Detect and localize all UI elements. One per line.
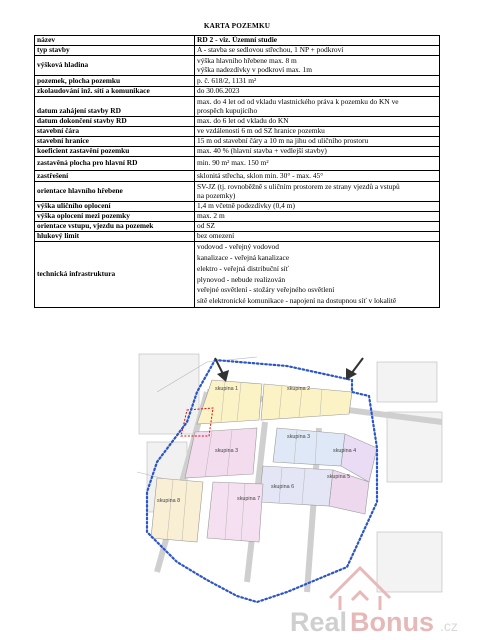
group-label: skupina 3 (215, 448, 239, 454)
table-row (35, 97, 440, 117)
row-key-entrance: orientace vstupu, vjezdu na pozemek (35, 222, 195, 232)
table-row (35, 157, 440, 171)
row-value-building-type: A - stavba se sedlovou střechou, 1 NP + podkroví (195, 46, 440, 56)
line: vodovod - veřejný vodovod (197, 242, 279, 252)
row-value-infrastructure (195, 242, 440, 308)
group-label: skupina 6 (271, 484, 295, 490)
row-value-ridge-orientation (195, 182, 440, 202)
table-row (35, 182, 440, 202)
group-label: skupina 4 (333, 448, 357, 454)
table-row (35, 56, 440, 76)
row-value-start-date (195, 97, 440, 117)
line: sítě elektronické komunikace - napojení na dostupnou síť v lokalitě (197, 296, 397, 306)
line: plynovod - nebude realizován (197, 274, 286, 284)
plot-card-table (34, 35, 440, 308)
row-key-roofing: zastřešení (35, 171, 195, 182)
table-row (35, 36, 440, 46)
row-value-built-area: min. 90 m² max. 150 m² (195, 157, 440, 171)
row-value-street-fence: 1,4 m včetně podezdívky (0,4 m) (195, 202, 440, 212)
table-row (35, 46, 440, 56)
group-label: skupina 7 (237, 496, 261, 502)
row-key-building-limit: stavební hranice (35, 137, 195, 147)
row-key-infrastructure: technická infrastruktura (35, 242, 195, 308)
table-row (35, 117, 440, 127)
row-key-built-area: zastavěná plocha pro hlavní RD (35, 157, 195, 171)
group-label: skupina 3 (287, 434, 311, 440)
line: kanalizace - veřejná kanalizace (197, 252, 290, 262)
table-row (35, 232, 440, 242)
table-row (35, 147, 440, 157)
row-key-noise-limit: hlukový limit (35, 232, 195, 242)
table-row (35, 137, 440, 147)
table-row (35, 222, 440, 232)
row-value-building-limit: 15 m od stavební čáry a 10 m na jihu od uličního prostoru (195, 137, 440, 147)
row-value-name: RD 2 - viz. Územní studie (195, 36, 440, 46)
group-label: skupina 8 (157, 498, 181, 504)
row-value-height-level (195, 56, 440, 76)
line: výška nadezdívky v podkroví max. 1m (197, 64, 312, 74)
row-value-roofing: sklonitá střecha, sklon min. 30° - max. 45° (195, 171, 440, 182)
line: SV-JZ (tj. rovnoběžně s uličním prostorem ze strany vjezdů a vstupů (197, 181, 400, 191)
table-row (35, 127, 440, 137)
row-key-plot-area: pozemek, plocha pozemku (35, 76, 195, 87)
row-key-height-level: výšková hladina (35, 56, 195, 76)
group-label: skupina 5 (327, 474, 351, 480)
row-value-building-line: ve vzdálenosti 6 m od SZ hranice pozemku (195, 127, 440, 137)
watermark-brand-b: Bonus (350, 607, 434, 637)
row-value-approval-date: do 30.06.2023 (195, 87, 440, 97)
row-value-completion-date: max. do 6 let od vkladu do KN (195, 117, 440, 127)
watermark-tld: .cz (440, 618, 458, 634)
table-row (35, 202, 440, 212)
table-row (35, 171, 440, 182)
row-key-building-line: stavební čára (35, 127, 195, 137)
table-row (35, 242, 440, 308)
group-label: skupina 1 (215, 386, 239, 392)
row-key-street-fence: výška uličního oplocení (35, 202, 195, 212)
site-plan-map (137, 352, 447, 614)
row-value-noise-limit: bez omezení (195, 232, 440, 242)
row-value-plot-area: p. č. 618/2, 1131 m² (195, 76, 440, 87)
row-key-approval-date: zkolaudování inž. sítí a komunikace (35, 87, 195, 97)
row-value-fence-between: max. 2 m (195, 212, 440, 222)
row-key-name: název (35, 36, 195, 46)
table-row (35, 212, 440, 222)
row-key-building-type: typ stavby (35, 46, 195, 56)
line: max. do 4 let od od vkladu vlastnického práva k pozemku do KN ve (197, 96, 399, 106)
row-key-start-date: datum zahájení stavby RD (35, 97, 195, 117)
row-value-entrance: od SZ (195, 222, 440, 232)
row-key-completion-date: datum dokončení stavby RD (35, 117, 195, 127)
line: prospěch kupujícího (197, 105, 258, 115)
line: elektro - veřejná distribuční síť (197, 263, 289, 273)
line: na pozemky) (197, 190, 236, 200)
group-8-block (151, 478, 203, 542)
table-row (35, 87, 440, 97)
document-title: KARTA POZEMKU (203, 22, 271, 30)
line: veřejné osvětlení - stožáry veřejného osvětlení (197, 285, 335, 295)
row-value-coverage: max. 40 % (hlavní stavba + vedlejší stavby) (195, 147, 440, 157)
row-key-coverage: koeficient zastavění pozemku (35, 147, 195, 157)
row-key-ridge-orientation: orientace hlavního hřebene (35, 182, 195, 202)
watermark-brand-a: Real (290, 607, 348, 637)
group-label: skupina 2 (287, 386, 311, 392)
line: výška hlavního hřebene max. 8 m (197, 55, 297, 65)
row-key-fence-between: výška oplocení mezi pozemky (35, 212, 195, 222)
table-row (35, 76, 440, 87)
group-7-block (207, 482, 263, 542)
